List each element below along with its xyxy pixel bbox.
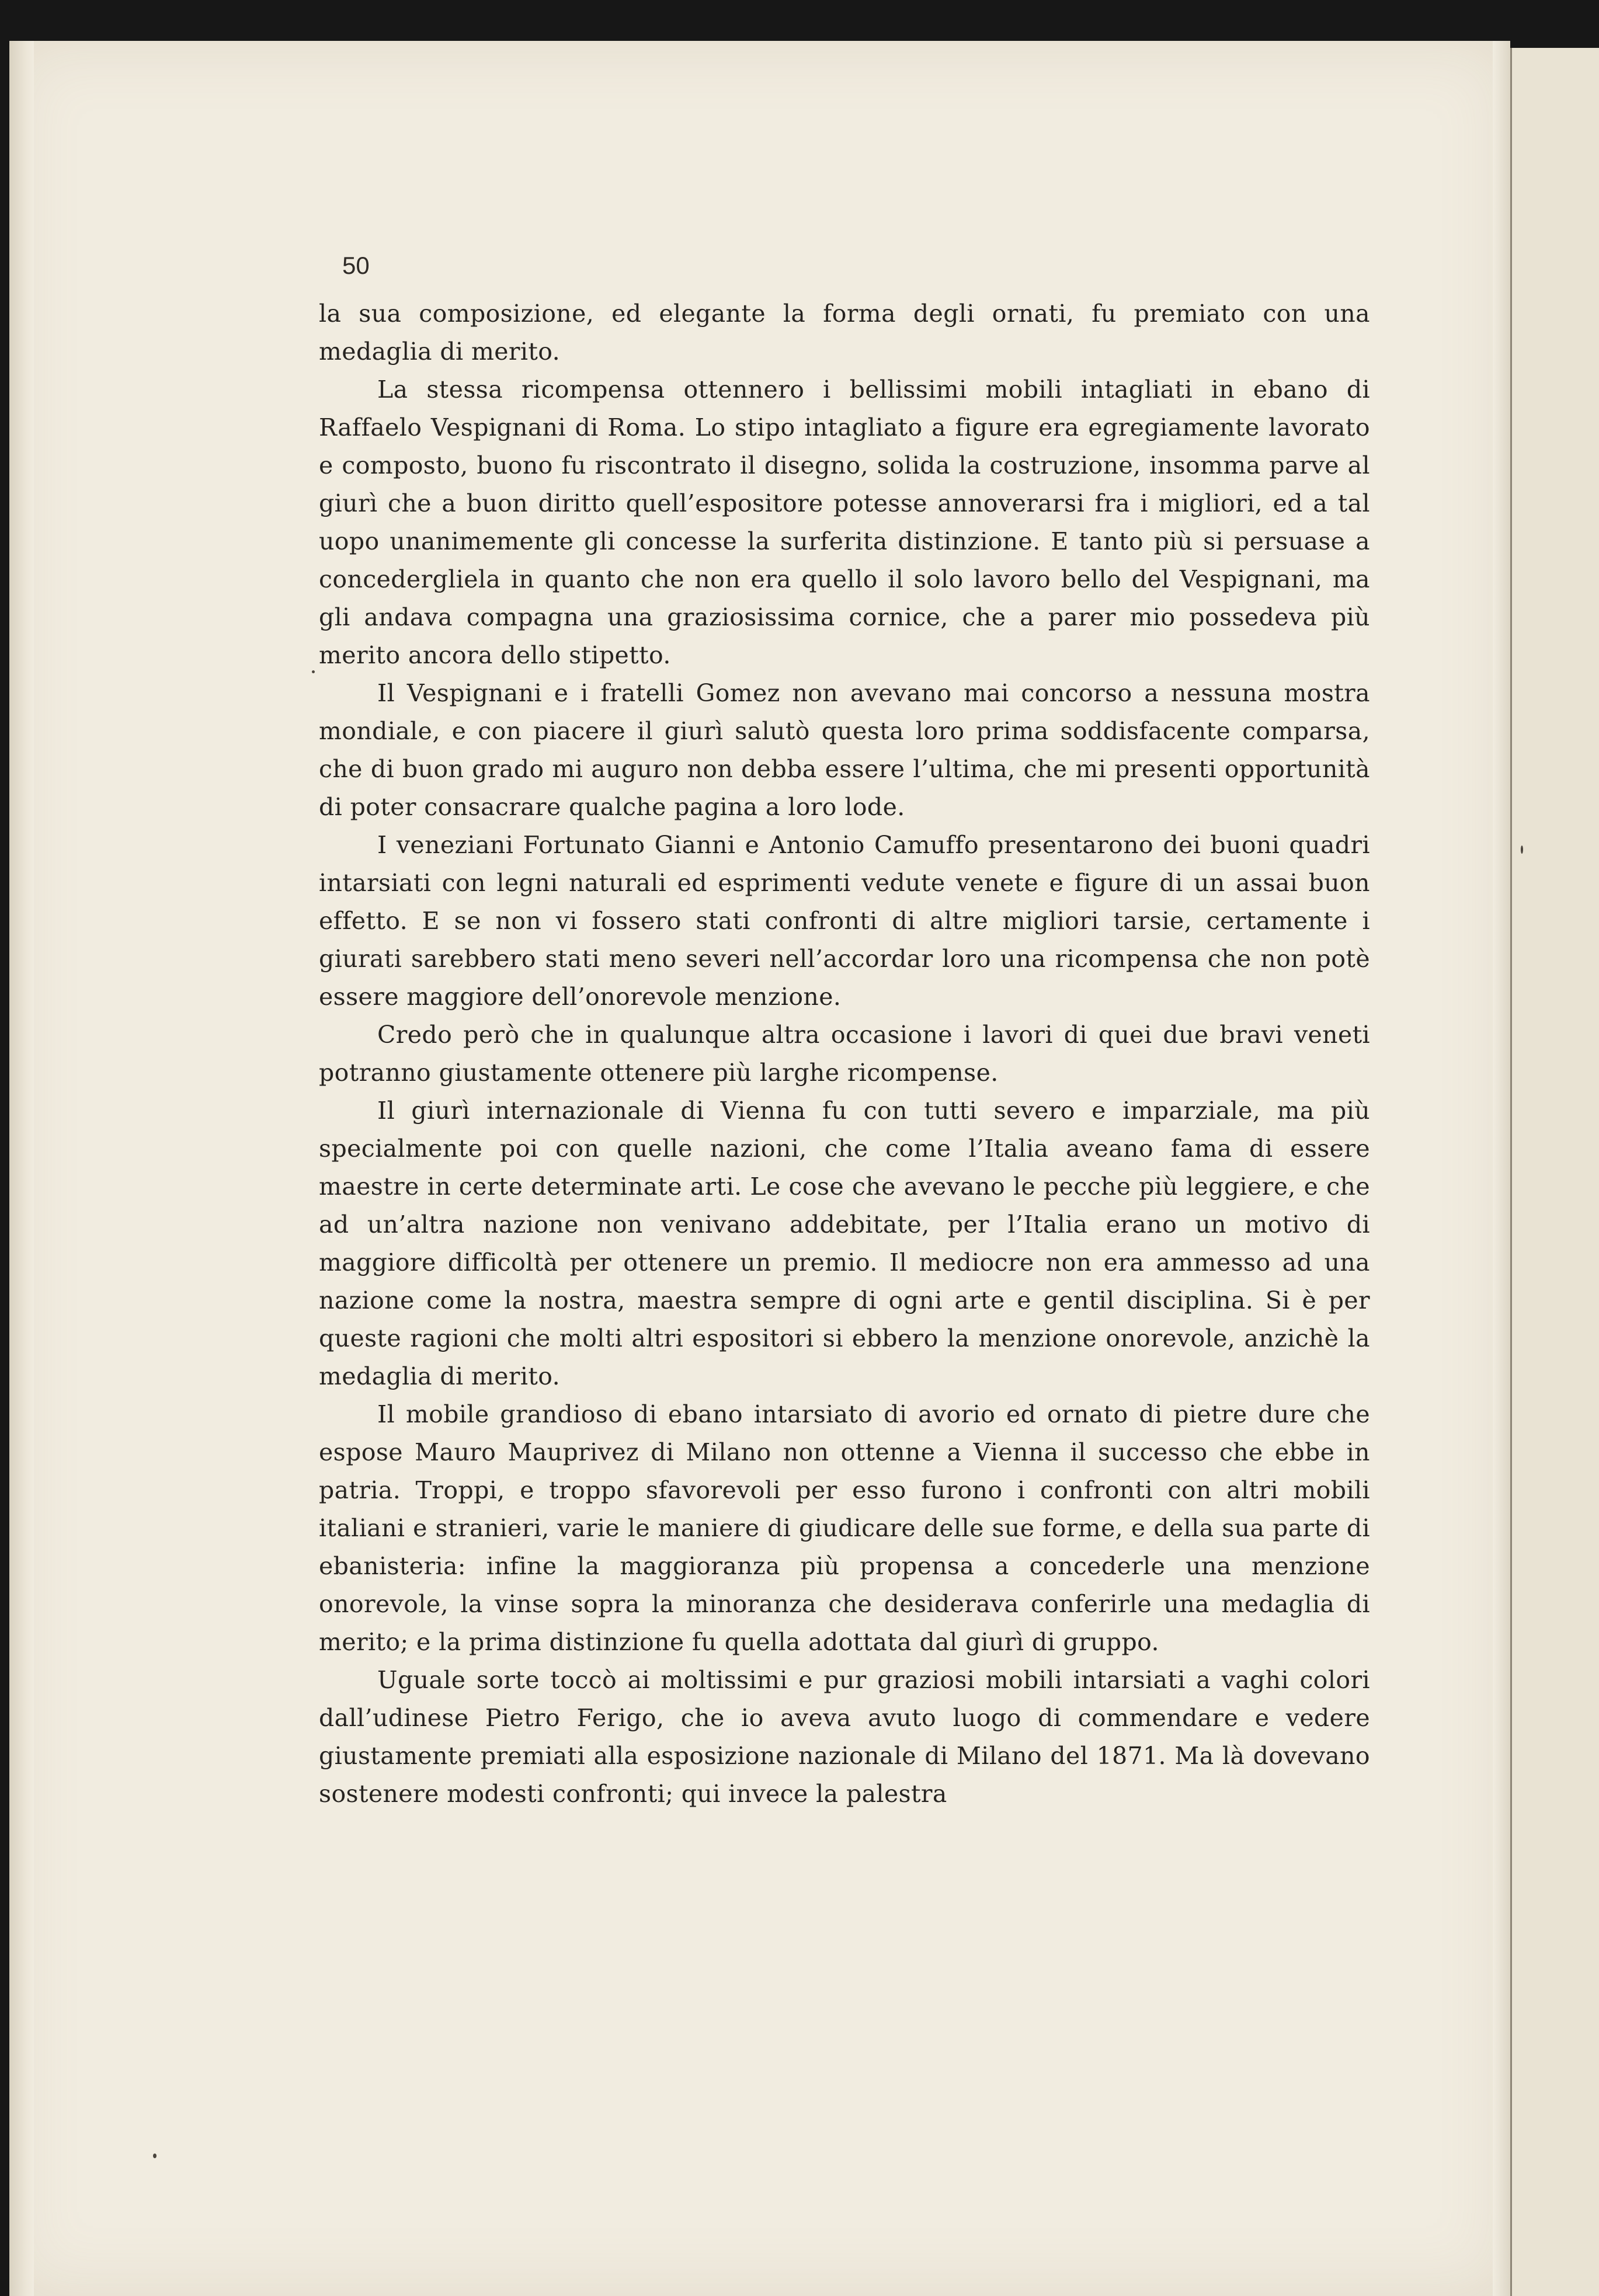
paragraph: Uguale sorte toccò ai moltissimi e pur graziosi mobili intarsiati a vaghi colori dall’udinese Pietro Ferigo, che io aveva avuto luogo di commendare e vedere giustamente premiati alla esposizione nazionale di Milano del 1871. Ma là dovevano sostenere modesti confronti; qui invece la palestra — [319, 1666, 1370, 1808]
page-number: 50 — [342, 252, 370, 279]
page-edge-left — [9, 41, 34, 2296]
page-edge-right — [1493, 41, 1510, 2296]
page-text-block — [319, 248, 1370, 1813]
paragraph: Il giurì internazionale di Vienna fu con tutti severo e imparziale, ma più specialmente poi con quelle nazioni, che come l’Italia aveano fama di essere maestre in certe determinate arti. Le cose che avevano le pecche più leggiere, e che ad un’altra nazione non venivano addebitate, per l’Italia erano un motivo di maggiore difficoltà per ottenere un premio. Il mediocre non era ammesso ad una nazione come la nostra, maestra sempre di ogni arte e gentil disciplina. Si è per queste ragioni che molti altri espositori si ebbero la menzione onorevole, anzichè la medaglia di merito. — [319, 1097, 1370, 1390]
paragraph: Il mobile grandioso di ebano intarsiato di avorio ed ornato di pietre dure che espose Mauro Mauprivez di Milano non ottenne a Vienna il successo che ebbe in patria. Troppi, e troppo sfavorevoli per esso furono i confronti con altri mobili italiani e stranieri, varie le maniere di giudicare delle sue forme, e della sua parte di ebanisteria: infine la maggioranza più propensa a concederle una menzione onorevole, la vinse sopra la minoranza che desiderava conferirle una medaglia di merito; e la prima distinzione fu quella adottata dal giurì di gruppo. — [319, 1400, 1370, 1656]
paragraph: I veneziani Fortunato Gianni e Antonio Camuffo presentarono dei buoni quadri intarsiati con legni naturali ed esprimenti vedute venete e figure di un assai buon effetto. E se non vi fossero stati confronti di altre migliori tarsie, certamente i giurati sarebbero stati meno severi nell’accordar loro una ricompensa che non potè essere maggiore dell’onorevole menzione. — [319, 831, 1370, 1011]
paragraph: La stessa ricompensa ottennero i bellissimi mobili intagliati in ebano di Raffaelo Vespignani di Roma. Lo stipo intagliato a figure era egregiamente lavorato e composto, buono fu riscontrato il disegno, solida la costruzione, insomma parve al giurì che a buon diritto quell’espositore potesse annoverarsi fra i migliori, ed a tal uopo unanimemente gli concesse la surferita distinzione. E tanto più si persuase a concedergliela in quanto che non era quello il solo lavoro bello del Vespignani, ma gli andava compagna una graziosissima cornice, che a parer mio possedeva più merito ancora dello stipetto. — [319, 375, 1370, 669]
paper-speck — [1521, 846, 1523, 854]
paper-speck — [312, 670, 315, 673]
paragraph: Credo però che in qualunque altra occasione i lavori di quei due bravi veneti potranno giustamente ottenere più larghe ricompense. — [319, 1021, 1370, 1087]
paragraph: la sua composizione, ed elegante la forma degli ornati, fu premiato con una medaglia di merito. — [319, 300, 1370, 366]
adjacent-page-edge — [1510, 48, 1599, 2296]
paper-speck — [153, 2154, 157, 2158]
paragraph: Il Vespignani e i fratelli Gomez non avevano mai concorso a nessuna mostra mondiale, e con piacere il giurì salutò questa loro prima soddisfacente comparsa, che di buon grado mi auguro non debba essere l’ultima, che mi presenti opportunità di poter consacrare qualche pagina a loro lode. — [319, 679, 1370, 821]
